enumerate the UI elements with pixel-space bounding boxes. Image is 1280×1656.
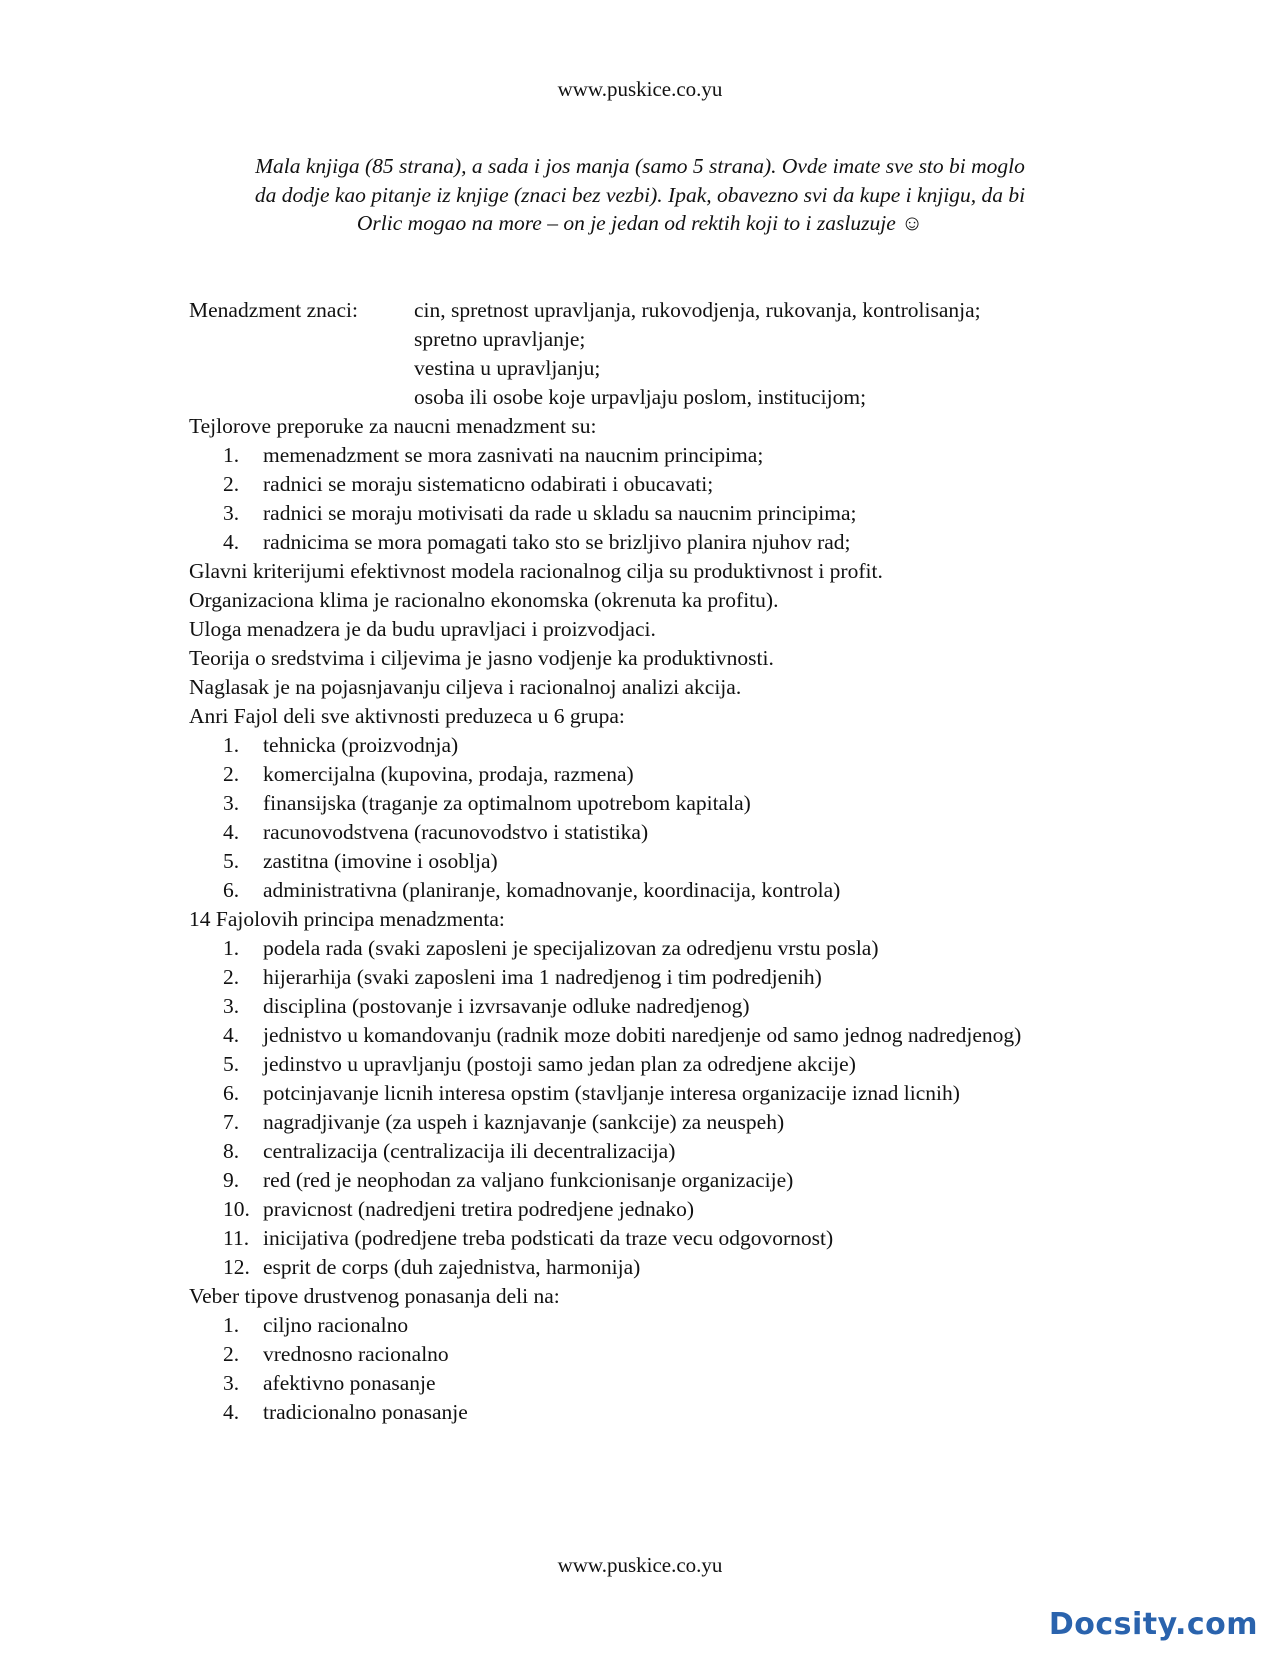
paragraph: Glavni kriterijumi efektivnost modela racionalnog cilja su produktivnost i profit. — [189, 559, 883, 583]
list-item-text: radnici se moraju motivisati da rade u skladu sa naucnim principima; — [263, 501, 857, 525]
list-item — [189, 499, 1109, 528]
list-item-text: potcinjavanje licnih interesa opstim (stavljanje interesa organizacije iznad licnih) — [263, 1081, 960, 1105]
list-item-text: zastitna (imovine i osoblja) — [263, 849, 498, 873]
list-item-number: 2. — [223, 762, 240, 786]
document-body — [189, 296, 1109, 1427]
list-item-text: radnicima se mora pomagati tako sto se brizljivo planira njuhov rad; — [263, 530, 851, 554]
list-item-text: disciplina (postovanje i izvrsavanje odluke nadredjenog) — [263, 994, 750, 1018]
intro-paragraph — [180, 152, 1100, 238]
list-item — [189, 1195, 1109, 1224]
list-item — [189, 1137, 1109, 1166]
list-item — [189, 731, 1109, 760]
list-item-number: 3. — [223, 994, 240, 1018]
docsity-tld: .com — [1174, 1607, 1258, 1642]
intro-line: Mala knjiga (85 strana), a sada i jos manja (samo 5 strana). Ovde imate sve sto bi moglo — [255, 154, 1025, 178]
list-item-number: 3. — [223, 1371, 240, 1395]
intro-line: Orlic mogao na more – on je jedan od rektih koji to i zasluzuje ☺ — [356, 211, 924, 235]
list-item-text: afektivno ponasanje — [263, 1371, 436, 1395]
list-item — [189, 1108, 1109, 1137]
list-item — [189, 1398, 1109, 1427]
list-item — [189, 1166, 1109, 1195]
list-item-number: 1. — [223, 733, 240, 757]
principi-heading: 14 Fajolovih principa menadzmenta: — [189, 907, 505, 931]
list-item-number: 8. — [223, 1139, 240, 1163]
definition-line: cin, spretnost upravljanja, rukovodjenja, rukovanja, kontrolisanja; — [414, 298, 981, 322]
principi-list — [189, 934, 1109, 1282]
list-item-text: nagradjivanje (za uspeh i kaznjavanje (sankcije) za neuspeh) — [263, 1110, 785, 1134]
paragraph: Teorija o sredstvima i ciljevima je jasno vodjenje ka produktivnosti. — [189, 646, 774, 670]
list-item-text: komercijalna (kupovina, prodaja, razmena) — [263, 762, 634, 786]
page-footer-url: www.puskice.co.yu — [557, 1553, 723, 1577]
list-item-text: jednistvo u komandovanju (radnik moze dobiti naredjenje od samo jednog nadredjenog) — [263, 1023, 1022, 1047]
list-item — [189, 1340, 1109, 1369]
list-item-number: 5. — [223, 1052, 240, 1076]
list-item — [189, 1253, 1109, 1282]
list-item-number: 7. — [223, 1110, 240, 1134]
tejlor-heading: Tejlorove preporuke za naucni menadzment su: — [189, 414, 597, 438]
list-item-text: inicijativa (podredjene treba podsticati da traze vecu odgovornost) — [263, 1226, 834, 1250]
list-item — [189, 1021, 1109, 1050]
list-item-text: pravicnost (nadredjeni tretira podredjene jednako) — [263, 1197, 695, 1221]
list-item — [189, 1050, 1109, 1079]
list-item-text: centralizacija (centralizacija ili decentralizacija) — [263, 1139, 676, 1163]
list-item-number: 10. — [223, 1197, 250, 1221]
list-item — [189, 934, 1109, 963]
paragraph: Organizaciona klima je racionalno ekonomska (okrenuta ka profitu). — [189, 588, 779, 612]
list-item-text: racunovodstvena (racunovodstvo i statistika) — [263, 820, 649, 844]
list-item-number: 1. — [223, 936, 240, 960]
menadzment-definition — [189, 296, 1109, 325]
page-header-url: www.puskice.co.yu — [557, 77, 723, 101]
list-item — [189, 992, 1109, 1021]
list-item — [189, 528, 1109, 557]
list-item — [189, 441, 1109, 470]
list-item-text: esprit de corps (duh zajednistva, harmonija) — [263, 1255, 641, 1279]
paragraph: Naglasak je na pojasnjavanju ciljeva i racionalnoj analizi akcija. — [189, 675, 742, 699]
list-item-text: radnici se moraju sistematicno odabirati i obucavati; — [263, 472, 714, 496]
intro-line: da dodje kao pitanje iz knjige (znaci bez vezbi). Ipak, obavezno svi da kupe i knjigu, da bi — [254, 182, 1026, 207]
list-item-number: 4. — [223, 530, 240, 554]
fajol-list — [189, 731, 1109, 905]
list-item — [189, 1311, 1109, 1340]
list-item-number: 5. — [223, 849, 240, 873]
list-item-number: 6. — [223, 878, 240, 902]
list-item-text: finansijska (traganje za optimalnom upotrebom kapitala) — [263, 791, 751, 815]
list-item-number: 2. — [223, 472, 240, 496]
list-item — [189, 818, 1109, 847]
list-item-number: 4. — [223, 820, 240, 844]
fajol-heading: Anri Fajol deli sve aktivnosti preduzeca u 6 grupa: — [189, 704, 625, 728]
list-item-text: ciljno racionalno — [263, 1313, 409, 1337]
veber-heading: Veber tipove drustvenog ponasanja deli na: — [189, 1284, 560, 1308]
list-item-number: 9. — [223, 1168, 240, 1192]
menadzment-label: Menadzment znaci: — [189, 298, 358, 322]
paragraph: Uloga menadzera je da budu upravljaci i proizvodjaci. — [189, 617, 656, 641]
definition-line: vestina u upravljanju; — [414, 356, 601, 380]
list-item — [189, 760, 1109, 789]
list-item-number: 2. — [223, 1342, 240, 1366]
list-item-number: 2. — [223, 965, 240, 989]
docsity-watermark[interactable] — [1049, 1608, 1258, 1642]
list-item-number: 4. — [223, 1023, 240, 1047]
list-item — [189, 1369, 1109, 1398]
list-item-number: 11. — [223, 1226, 250, 1250]
list-item — [189, 876, 1109, 905]
list-item-text: vrednosno racionalno — [263, 1342, 449, 1366]
list-item-text: tradicionalno ponasanje — [263, 1400, 468, 1424]
list-item — [189, 963, 1109, 992]
definition-line: osoba ili osobe koje urpavljaju poslom, institucijom; — [414, 385, 867, 409]
list-item — [189, 1224, 1109, 1253]
list-item-text: administrativna (planiranje, komadnovanje, koordinacija, kontrola) — [263, 878, 841, 902]
list-item-number: 4. — [223, 1400, 240, 1424]
list-item-number: 12. — [223, 1255, 250, 1279]
tejlor-list — [189, 441, 1109, 557]
list-item-text: podela rada (svaki zaposleni je specijalizovan za odredjenu vrstu posla) — [263, 936, 879, 960]
list-item-number: 1. — [223, 443, 240, 467]
list-item — [189, 1079, 1109, 1108]
veber-list — [189, 1311, 1109, 1427]
list-item-text: hijerarhija (svaki zaposleni ima 1 nadredjenog i tim podredjenih) — [263, 965, 822, 989]
list-item-number: 1. — [223, 1313, 240, 1337]
list-item — [189, 470, 1109, 499]
list-item — [189, 847, 1109, 876]
list-item-text: red (red je neophodan za valjano funkcionisanje organizacije) — [263, 1168, 794, 1192]
list-item-text: jedinstvo u upravljanju (postoji samo jedan plan za odredjene akcije) — [263, 1052, 856, 1076]
list-item-number: 6. — [223, 1081, 240, 1105]
docsity-brand: Docsity — [1048, 1607, 1175, 1642]
list-item-text: tehnicka (proizvodnja) — [263, 733, 459, 757]
list-item-number: 3. — [223, 791, 240, 815]
list-item-number: 3. — [223, 501, 240, 525]
list-item — [189, 789, 1109, 818]
definition-line: spretno upravljanje; — [414, 327, 586, 351]
list-item-text: memenadzment se mora zasnivati na naucnim principima; — [263, 443, 764, 467]
